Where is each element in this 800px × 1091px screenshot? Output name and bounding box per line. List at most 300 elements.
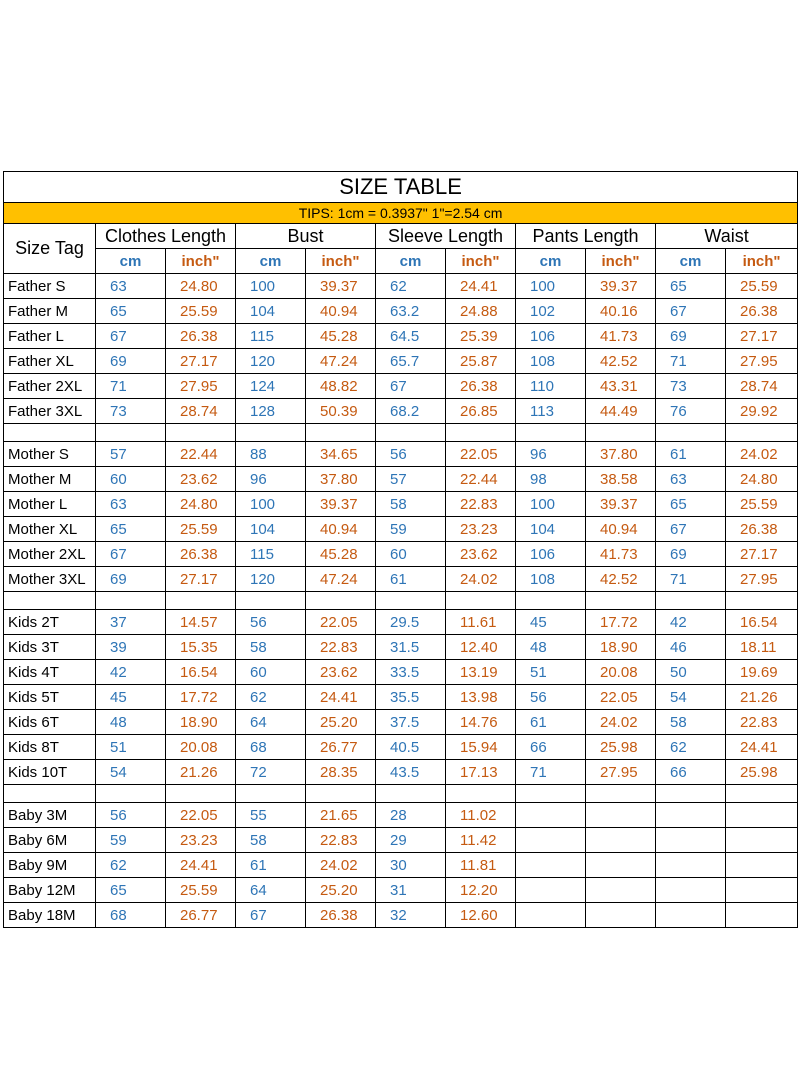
cm-value-cell: 42 [96,660,166,685]
inch-value-cell [586,853,656,878]
inch-value-cell: 24.02 [446,567,516,592]
inch-value-cell: 42.52 [586,349,656,374]
spacer-row [4,424,798,442]
units-row [4,249,798,274]
size-tag-cell: Mother S [4,442,96,467]
cm-value-cell: 51 [96,735,166,760]
inch-value-cell: 22.83 [306,828,376,853]
inch-value-cell: 22.83 [446,492,516,517]
size-tag-cell: Baby 9M [4,853,96,878]
table-row [4,610,798,635]
cm-value-cell: 102 [516,299,586,324]
table-row [4,828,798,853]
cm-value-cell: 60 [376,542,446,567]
inch-value-cell: 37.80 [306,467,376,492]
inch-value-cell: 38.58 [586,467,656,492]
size-tag-cell: Baby 3M [4,803,96,828]
inch-value-cell: 27.95 [166,374,236,399]
size-tag-cell: Father M [4,299,96,324]
cm-value-cell: 37 [96,610,166,635]
size-tag-cell: Kids 6T [4,710,96,735]
inch-value-cell: 40.94 [586,517,656,542]
inch-value-cell: 18.90 [586,635,656,660]
inch-value-cell: 23.62 [306,660,376,685]
cm-value-cell: 65 [656,274,726,299]
cm-value-cell: 113 [516,399,586,424]
inch-value-cell: 50.39 [306,399,376,424]
inch-value-cell: 25.59 [166,878,236,903]
empty-cell [236,592,306,610]
table-row [4,735,798,760]
inch-value-cell: 23.23 [446,517,516,542]
unit-cm: cm [516,249,586,274]
size-tag-cell: Mother L [4,492,96,517]
inch-value-cell: 19.69 [726,660,798,685]
cm-value-cell: 58 [376,492,446,517]
header-size-tag: Size Tag [4,224,96,274]
inch-value-cell: 26.38 [446,374,516,399]
inch-value-cell: 22.44 [446,467,516,492]
cm-value-cell: 66 [516,735,586,760]
cm-value-cell: 45 [516,610,586,635]
size-tag-cell: Father XL [4,349,96,374]
inch-value-cell: 40.94 [306,517,376,542]
cm-value-cell: 46 [656,635,726,660]
inch-value-cell: 26.77 [166,903,236,928]
cm-value-cell: 56 [516,685,586,710]
cm-value-cell [656,878,726,903]
cm-value-cell: 58 [236,828,306,853]
cm-value-cell: 69 [96,349,166,374]
inch-value-cell: 41.73 [586,324,656,349]
empty-cell [586,592,656,610]
unit-inch: inch" [166,249,236,274]
empty-cell [166,424,236,442]
cm-value-cell: 61 [236,853,306,878]
cm-value-cell: 73 [96,399,166,424]
empty-cell [446,424,516,442]
inch-value-cell: 25.20 [306,878,376,903]
inch-value-cell: 14.76 [446,710,516,735]
inch-value-cell: 28.74 [166,399,236,424]
inch-value-cell: 26.77 [306,735,376,760]
inch-value-cell [586,903,656,928]
inch-value-cell [726,803,798,828]
inch-value-cell: 25.39 [446,324,516,349]
inch-value-cell: 26.38 [306,903,376,928]
inch-value-cell: 17.72 [166,685,236,710]
cm-value-cell: 88 [236,442,306,467]
cm-value-cell: 42 [656,610,726,635]
size-tag-cell: Father S [4,274,96,299]
empty-cell [446,592,516,610]
table-row [4,542,798,567]
cm-value-cell: 68 [236,735,306,760]
cm-value-cell: 61 [516,710,586,735]
inch-value-cell: 29.92 [726,399,798,424]
cm-value-cell: 55 [236,803,306,828]
cm-value-cell: 104 [516,517,586,542]
inch-value-cell: 25.59 [726,274,798,299]
cm-value-cell: 30 [376,853,446,878]
cm-value-cell [656,853,726,878]
cm-value-cell: 71 [656,349,726,374]
cm-value-cell: 31 [376,878,446,903]
inch-value-cell: 39.37 [306,274,376,299]
inch-value-cell: 22.05 [306,610,376,635]
cm-value-cell: 100 [516,492,586,517]
size-tag-cell: Kids 2T [4,610,96,635]
inch-value-cell: 27.95 [726,567,798,592]
inch-value-cell: 45.28 [306,324,376,349]
table-row [4,442,798,467]
cm-value-cell: 59 [96,828,166,853]
inch-value-cell: 14.57 [166,610,236,635]
size-tag-cell: Mother XL [4,517,96,542]
empty-cell [516,592,586,610]
inch-value-cell: 17.72 [586,610,656,635]
cm-value-cell: 100 [236,492,306,517]
unit-inch: inch" [726,249,798,274]
cm-value-cell: 32 [376,903,446,928]
size-tag-cell: Father L [4,324,96,349]
inch-value-cell: 27.17 [166,349,236,374]
cm-value-cell: 37.5 [376,710,446,735]
empty-cell [306,592,376,610]
inch-value-cell: 17.13 [446,760,516,785]
cm-value-cell: 110 [516,374,586,399]
cm-value-cell: 67 [236,903,306,928]
cm-value-cell: 120 [236,349,306,374]
cm-value-cell: 115 [236,324,306,349]
inch-value-cell: 25.98 [586,735,656,760]
inch-value-cell: 24.88 [446,299,516,324]
inch-value-cell: 26.38 [726,299,798,324]
cm-value-cell: 108 [516,349,586,374]
inch-value-cell [586,878,656,903]
table-row [4,878,798,903]
cm-value-cell [516,903,586,928]
inch-value-cell: 24.80 [166,274,236,299]
empty-cell [376,424,446,442]
inch-value-cell: 23.62 [446,542,516,567]
table-row [4,903,798,928]
table-row [4,467,798,492]
inch-value-cell: 24.02 [726,442,798,467]
cm-value-cell: 67 [376,374,446,399]
cm-value-cell: 63.2 [376,299,446,324]
inch-value-cell: 26.38 [726,517,798,542]
empty-cell [726,785,798,803]
cm-value-cell: 100 [236,274,306,299]
unit-cm: cm [236,249,306,274]
header-pants-length: Pants Length [516,224,656,249]
empty-cell [656,424,726,442]
cm-value-cell [656,828,726,853]
inch-value-cell: 12.60 [446,903,516,928]
size-tag-cell: Mother 3XL [4,567,96,592]
cm-value-cell: 51 [516,660,586,685]
empty-cell [166,592,236,610]
inch-value-cell: 45.28 [306,542,376,567]
tips-banner: TIPS: 1cm = 0.3937" 1"=2.54 cm [4,203,798,224]
cm-value-cell: 69 [96,567,166,592]
inch-value-cell [726,903,798,928]
inch-value-cell: 11.61 [446,610,516,635]
cm-value-cell: 54 [656,685,726,710]
inch-value-cell: 24.80 [726,467,798,492]
inch-value-cell: 18.90 [166,710,236,735]
inch-value-cell: 27.95 [586,760,656,785]
cm-value-cell: 67 [656,517,726,542]
cm-value-cell: 61 [376,567,446,592]
inch-value-cell: 43.31 [586,374,656,399]
cm-value-cell: 65 [96,517,166,542]
inch-value-cell: 13.19 [446,660,516,685]
inch-value-cell: 18.11 [726,635,798,660]
inch-value-cell: 24.41 [446,274,516,299]
spacer-row [4,592,798,610]
inch-value-cell: 27.17 [726,324,798,349]
cm-value-cell: 69 [656,542,726,567]
size-tag-cell: Mother M [4,467,96,492]
cm-value-cell: 96 [236,467,306,492]
inch-value-cell [726,853,798,878]
inch-value-cell: 27.17 [726,542,798,567]
inch-value-cell: 22.44 [166,442,236,467]
inch-value-cell: 25.59 [166,299,236,324]
table-row [4,274,798,299]
inch-value-cell: 20.08 [166,735,236,760]
inch-value-cell [726,828,798,853]
header-bust: Bust [236,224,376,249]
cm-value-cell [516,828,586,853]
cm-value-cell: 56 [96,803,166,828]
inch-value-cell: 11.81 [446,853,516,878]
inch-value-cell: 34.65 [306,442,376,467]
table-row [4,567,798,592]
cm-value-cell: 98 [516,467,586,492]
size-tag-cell: Kids 5T [4,685,96,710]
cm-value-cell: 58 [236,635,306,660]
header-waist: Waist [656,224,798,249]
cm-value-cell: 48 [96,710,166,735]
size-tag-cell: Father 3XL [4,399,96,424]
cm-value-cell [516,853,586,878]
cm-value-cell: 68 [96,903,166,928]
inch-value-cell: 11.02 [446,803,516,828]
table-row [4,349,798,374]
empty-cell [306,785,376,803]
table-row [4,374,798,399]
inch-value-cell: 15.35 [166,635,236,660]
inch-value-cell: 26.38 [166,324,236,349]
header-clothes-length: Clothes Length [96,224,236,249]
inch-value-cell: 25.98 [726,760,798,785]
cm-value-cell: 106 [516,542,586,567]
inch-value-cell: 21.26 [166,760,236,785]
inch-value-cell: 40.94 [306,299,376,324]
cm-value-cell: 65 [96,299,166,324]
empty-cell [376,785,446,803]
cm-value-cell: 72 [236,760,306,785]
empty-cell [586,424,656,442]
cm-value-cell: 64 [236,878,306,903]
inch-value-cell: 16.54 [726,610,798,635]
inch-value-cell: 22.83 [306,635,376,660]
inch-value-cell: 13.98 [446,685,516,710]
header-sleeve-length: Sleeve Length [376,224,516,249]
empty-cell [446,785,516,803]
cm-value-cell: 62 [96,853,166,878]
empty-cell [236,785,306,803]
size-tag-cell: Baby 12M [4,878,96,903]
cm-value-cell: 63 [656,467,726,492]
inch-value-cell: 44.49 [586,399,656,424]
table-row [4,803,798,828]
table-row [4,760,798,785]
cm-value-cell [656,903,726,928]
cm-value-cell: 54 [96,760,166,785]
size-tag-cell: Baby 18M [4,903,96,928]
inch-value-cell: 15.94 [446,735,516,760]
unit-inch: inch" [446,249,516,274]
cm-value-cell: 28 [376,803,446,828]
table-row [4,685,798,710]
inch-value-cell: 40.16 [586,299,656,324]
inch-value-cell: 23.23 [166,828,236,853]
table-title: SIZE TABLE [4,172,798,203]
cm-value-cell: 31.5 [376,635,446,660]
inch-value-cell: 37.80 [586,442,656,467]
empty-cell [96,592,166,610]
empty-cell [96,785,166,803]
empty-cell [166,785,236,803]
inch-value-cell: 39.37 [306,492,376,517]
unit-cm: cm [96,249,166,274]
inch-value-cell: 24.02 [306,853,376,878]
cm-value-cell: 33.5 [376,660,446,685]
empty-cell [516,785,586,803]
cm-value-cell: 65 [656,492,726,517]
cm-value-cell: 61 [656,442,726,467]
cm-value-cell: 76 [656,399,726,424]
empty-cell [236,424,306,442]
table-row [4,660,798,685]
size-tag-cell: Father 2XL [4,374,96,399]
cm-value-cell: 43.5 [376,760,446,785]
inch-value-cell: 47.24 [306,349,376,374]
cm-value-cell [656,803,726,828]
table-row [4,635,798,660]
empty-cell [306,424,376,442]
inch-value-cell: 21.65 [306,803,376,828]
cm-value-cell: 39 [96,635,166,660]
inch-value-cell: 39.37 [586,492,656,517]
empty-cell [726,424,798,442]
cm-value-cell: 115 [236,542,306,567]
cm-value-cell: 58 [656,710,726,735]
empty-cell [96,424,166,442]
cm-value-cell: 104 [236,299,306,324]
cm-value-cell: 73 [656,374,726,399]
cm-value-cell: 128 [236,399,306,424]
inch-value-cell: 25.20 [306,710,376,735]
cm-value-cell: 67 [96,542,166,567]
cm-value-cell: 62 [656,735,726,760]
cm-value-cell: 63 [96,274,166,299]
unit-inch: inch" [586,249,656,274]
inch-value-cell: 25.87 [446,349,516,374]
empty-cell [4,424,96,442]
inch-value-cell: 48.82 [306,374,376,399]
inch-value-cell: 20.08 [586,660,656,685]
inch-value-cell: 27.17 [166,567,236,592]
inch-value-cell: 22.05 [446,442,516,467]
cm-value-cell: 56 [236,610,306,635]
cm-value-cell: 60 [96,467,166,492]
cm-value-cell: 120 [236,567,306,592]
cm-value-cell: 124 [236,374,306,399]
cm-value-cell: 56 [376,442,446,467]
inch-value-cell: 25.59 [726,492,798,517]
cm-value-cell: 64 [236,710,306,735]
inch-value-cell: 26.85 [446,399,516,424]
empty-cell [656,592,726,610]
cm-value-cell: 96 [516,442,586,467]
inch-value-cell: 24.02 [586,710,656,735]
size-tag-cell: Baby 6M [4,828,96,853]
cm-value-cell: 40.5 [376,735,446,760]
unit-cm: cm [656,249,726,274]
cm-value-cell [516,803,586,828]
inch-value-cell: 22.83 [726,710,798,735]
empty-cell [4,785,96,803]
inch-value-cell: 16.54 [166,660,236,685]
cm-value-cell: 65.7 [376,349,446,374]
cm-value-cell: 45 [96,685,166,710]
size-tag-cell: Kids 3T [4,635,96,660]
table-row [4,853,798,878]
cm-value-cell: 67 [96,324,166,349]
header-row [4,224,798,249]
cm-value-cell: 63 [96,492,166,517]
inch-value-cell: 22.05 [166,803,236,828]
cm-value-cell: 71 [96,374,166,399]
inch-value-cell: 12.40 [446,635,516,660]
size-tag-cell: Kids 10T [4,760,96,785]
cm-value-cell: 60 [236,660,306,685]
spacer-row [4,785,798,803]
unit-inch: inch" [306,249,376,274]
empty-cell [376,592,446,610]
inch-value-cell: 47.24 [306,567,376,592]
inch-value-cell: 24.80 [166,492,236,517]
cm-value-cell: 57 [376,467,446,492]
cm-value-cell: 66 [656,760,726,785]
cm-value-cell: 65 [96,878,166,903]
cm-value-cell: 100 [516,274,586,299]
unit-cm: cm [376,249,446,274]
inch-value-cell: 21.26 [726,685,798,710]
size-tag-cell: Mother 2XL [4,542,96,567]
cm-value-cell: 106 [516,324,586,349]
cm-value-cell: 50 [656,660,726,685]
inch-value-cell: 42.52 [586,567,656,592]
inch-value-cell: 26.38 [166,542,236,567]
table-row [4,710,798,735]
cm-value-cell: 71 [516,760,586,785]
